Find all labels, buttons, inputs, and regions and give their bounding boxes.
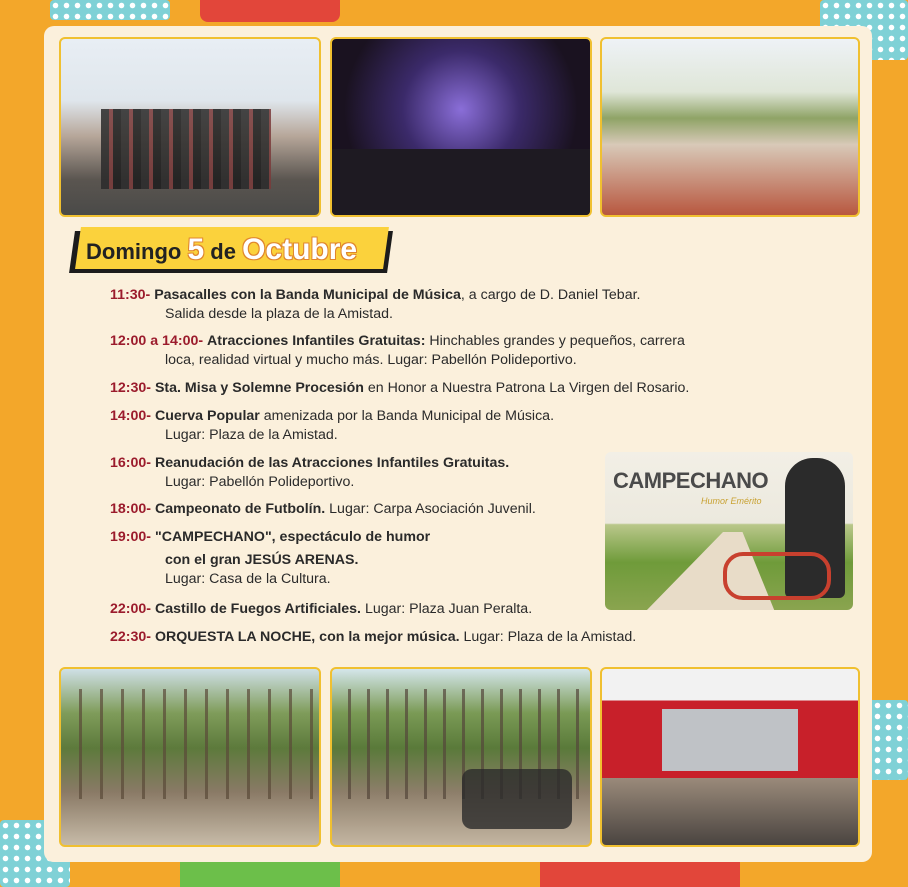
photo-night-stage [330, 37, 592, 217]
item-time: 22:00- [110, 601, 152, 617]
item-title: "CAMPECHANO", espectáculo de humor [154, 529, 431, 545]
photo-pine-forest-2 [330, 667, 592, 847]
promo-title: CAMPECHANO [613, 468, 769, 493]
item-title: Sta. Misa y Solemne Procesión [154, 380, 364, 396]
item-detail: Hinchables grandes y pequeños, carrera [425, 333, 685, 349]
bunting-red-bottom [540, 862, 740, 887]
campechano-promo-image [605, 452, 853, 610]
item-detail: Lugar: Plaza Juan Peralta. [361, 601, 533, 617]
item-title: ORQUESTA LA NOCHE, con la mejor música. [154, 629, 460, 645]
item-detail: , a cargo de D. Daniel Tebar. [460, 287, 641, 303]
item-time: 16:00- [110, 455, 152, 471]
item-title: Campeonato de Futbolín. [154, 501, 326, 517]
bunting-dots-top-left [50, 0, 170, 20]
schedule-item [110, 628, 636, 647]
photo-parade-street [59, 37, 321, 217]
schedule-item [110, 600, 532, 619]
item-time: 18:00- [110, 501, 152, 517]
item-time: 22:30- [110, 629, 152, 645]
moped-shape [723, 552, 831, 600]
item-detail-line3: Lugar: Casa de la Cultura. [165, 571, 331, 587]
bunting-red-top [200, 0, 340, 22]
heading-day: Domingo [86, 239, 182, 264]
item-detail-line2: Lugar: Pabellón Polideportivo. [165, 474, 355, 490]
item-title: Pasacalles con la Banda Municipal de Música [154, 287, 461, 303]
item-title: Castillo de Fuegos Artificiales. [154, 601, 361, 617]
bunting-green-bottom [180, 862, 340, 887]
schedule-item [110, 379, 689, 398]
schedule-item [110, 454, 509, 492]
item-time: 11:30- [110, 287, 151, 303]
item-title: Cuerva Popular [154, 408, 260, 424]
item-time: 19:00- [110, 529, 152, 545]
photo-theater-hall [600, 667, 860, 847]
schedule-item [110, 528, 430, 589]
heading-de: de [210, 239, 236, 264]
photo-plaza-day [600, 37, 860, 217]
item-detail-line2: Lugar: Plaza de la Amistad. [165, 427, 338, 443]
item-time: 12:00 a 14:00- [110, 333, 204, 349]
photo-pine-forest-1 [59, 667, 321, 847]
heading-month: Octubre [242, 233, 358, 266]
item-time: 14:00- [110, 408, 152, 424]
item-detail-line2: loca, realidad virtual y mucho más. Lugar: Pabellón Polideportivo. [165, 352, 577, 368]
item-detail: Lugar: Carpa Asociación Juvenil. [325, 501, 536, 517]
item-detail-line2: Salida desde la plaza de la Amistad. [165, 306, 393, 322]
heading-number: 5 [187, 233, 205, 266]
schedule-item [110, 332, 685, 370]
item-detail: amenizada por la Banda Municipal de Música. [259, 408, 555, 424]
item-title: Reanudación de las Atracciones Infantiles Gratuitas. [154, 455, 510, 471]
schedule-item [110, 500, 536, 519]
promo-subtitle: Humor Emérito [701, 496, 762, 506]
schedule-item [110, 407, 554, 445]
item-time: 12:30- [110, 380, 152, 396]
schedule-item [110, 286, 640, 324]
item-detail: en Honor a Nuestra Patrona La Virgen del Rosario. [363, 380, 690, 396]
item-detail: Lugar: Plaza de la Amistad. [459, 629, 637, 645]
item-title-line2: con el gran JESÚS ARENAS. [165, 552, 359, 568]
item-title: Atracciones Infantiles Gratuitas: [207, 333, 426, 349]
